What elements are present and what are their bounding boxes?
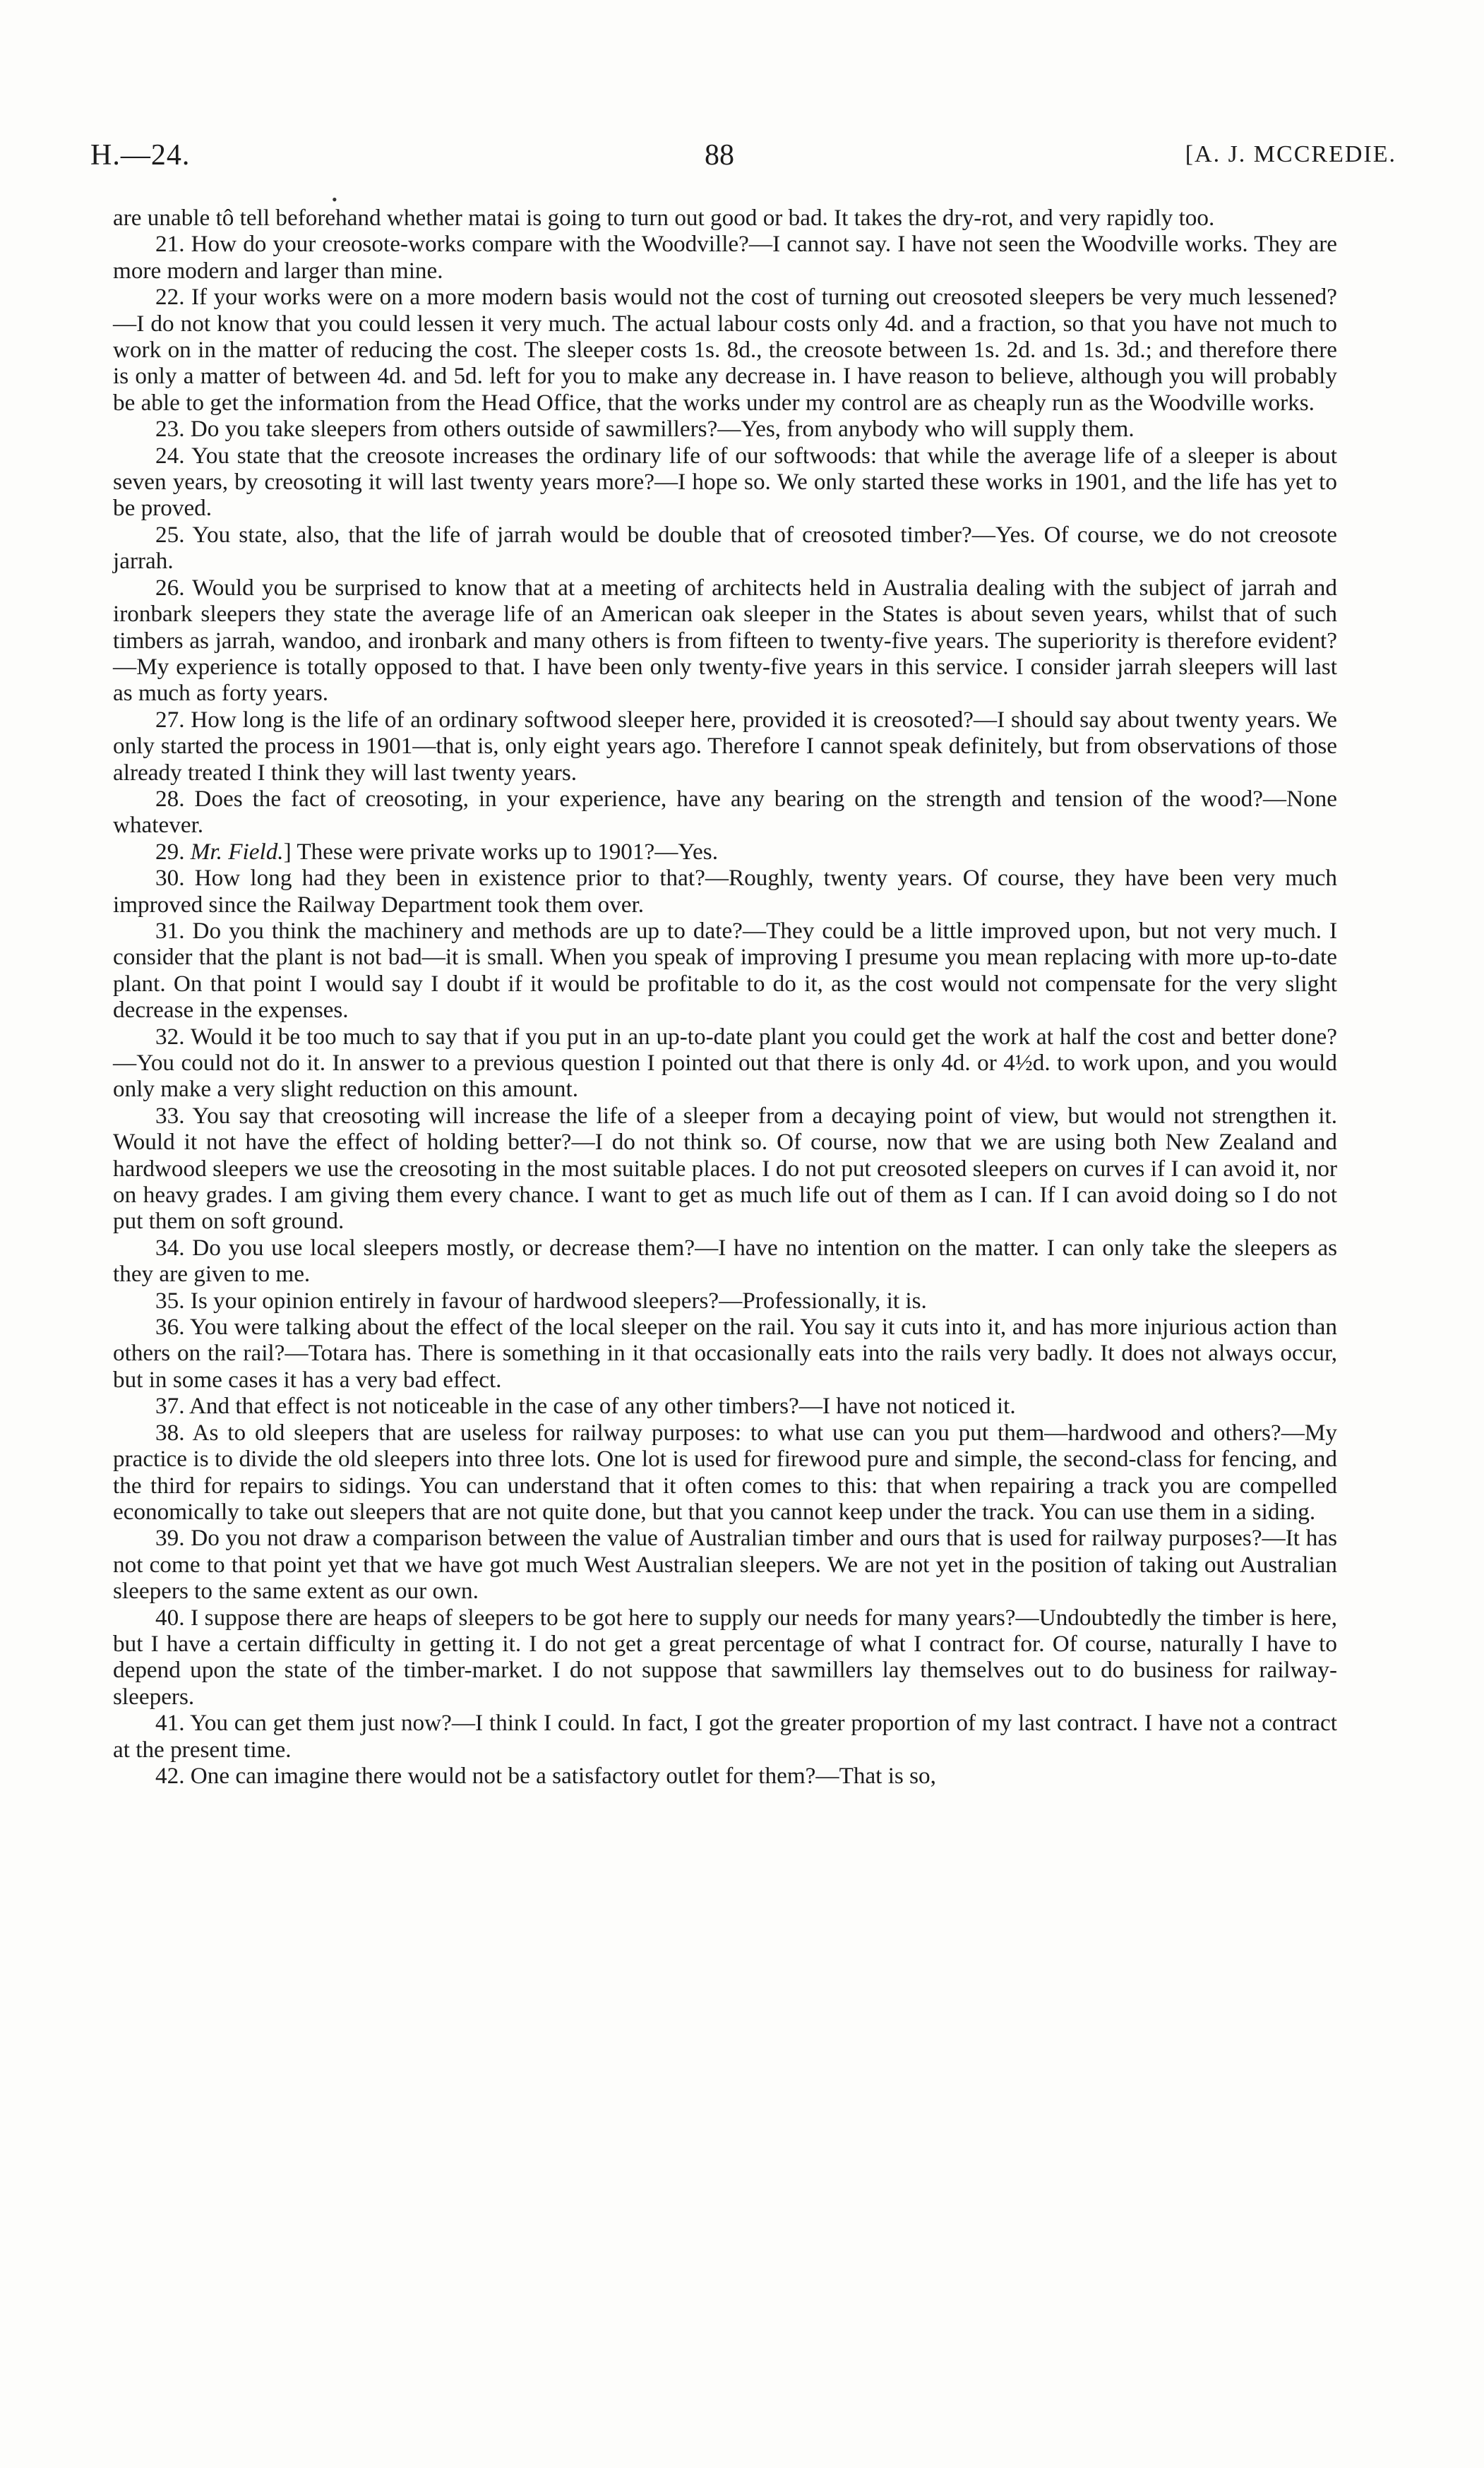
question-21: 21. How do your creosote-works compare with the Woodville?—I cannot say. I have not seen the Woodville works. They are more modern and larger than mine. [113, 231, 1337, 284]
question-26: 26. Would you be surprised to know that at a meeting of architects held in Australia dealing with the subject of jarrah and ironbark sleepers they state the average life of an American oak sleeper in the States is about seven years, whilst that of such timbers as jarrah, wandoo, and ironbark and many others is from fifteen to twenty-five years. The superiority is therefore evident?—My experience is totally opposed to that. I have been only twenty-five years in this service. I consider jarrah sleepers will last as much as forty years. [113, 574, 1337, 707]
question-38: 38. As to old sleepers that are useless for railway purposes: to what use can you put them—hardwood and others?—My practice is to divide the old sleepers into three lots. One lot is used for firewood pure and simple, the second-class for fencing, and the third for repairs to sidings. You can understand that it often comes to this: that when repairing a track you are compelled economically to take out sleepers that are not quite done, but that you cannot keep under the track. You can use them in a siding. [113, 1419, 1337, 1525]
question-40: 40. I suppose there are heaps of sleepers to be got here to supply our needs for many years?—Undoubtedly the timber is here, but I have a certain difficulty in getting it. I do not get a great percentage of what I contract for. Of course, naturally I have to depend upon the state of the timber-market. I do not suppose that sawmillers lay themselves out to do business for railway-sleepers. [113, 1604, 1337, 1710]
question-39: 39. Do you not draw a comparison between the value of Australian timber and ours that is used for railway purposes?—It has not come to that point yet that we have got much West Australian sleepers. We are not yet in the position of taking out Australian sleepers to the same extent as our own. [113, 1525, 1337, 1605]
question-24: 24. You state that the creosote increases the ordinary life of our softwoods: that while the average life of a sleeper is about seven years, by creosoting it will last twenty years more?—I hope so. We only started these works in 1901, and the life has yet to be proved. [113, 442, 1337, 522]
speaker-name: Mr. Field. [190, 838, 284, 865]
testimony-body [113, 205, 1337, 1789]
question-41: 41. You can get them just now?—I think I could. In fact, I got the greater proportion of my last contract. I have not a contract at the present time. [113, 1710, 1337, 1763]
page-number: 88 [705, 139, 734, 172]
witness-name: [A. J. MCCREDIE. [1185, 141, 1396, 167]
question-37: 37. And that effect is not noticeable in the case of any other timbers?—I have not noticed it. [155, 1393, 1016, 1420]
question-28: 28. Does the fact of creosoting, in your experience, have any bearing on the strength and tension of the wood?—None whatever. [113, 785, 1337, 839]
question-32: 32. Would it be too much to say that if you put in an up-to-date plant you could get the work at half the cost and better done?—You could not do it. In answer to a previous question I pointed out that there is only 4d. or 4½d. to work upon, and you would only make a very slight reduction on this amount. [113, 1023, 1337, 1103]
paragraph-continuation: are unable tô tell beforehand whether matai is going to turn out good or bad. It takes the dry-rot, and very rapidly too. [113, 205, 1215, 231]
question-31: 31. Do you think the machinery and methods are up to date?—They could be a little improved upon, but not very much. I consider that the plant is not bad—it is small. When you speak of improving I presume you mean replacing with more up-to-date plant. On that point I would say I doubt if it would be profitable to do it, as the cost would not compensate for the very slight decrease in the expenses. [113, 917, 1337, 1024]
question-25: 25. You state, also, that the life of jarrah would be double that of creosoted timber?—Yes. Of course, we do not creosote jarrah. [113, 521, 1337, 575]
question-33: 33. You say that creosoting will increase the life of a sleeper from a decaying point of view, but would not strengthen it. Would it not have the effect of holding better?—I do not think so. Of course, now that we are using both New Zealand and hardwood sleepers we use the creosoting in the most suitable places. I do not put creosoted sleepers on curves if I can avoid it, nor on heavy grades. I am giving them every chance. I want to get as much life out of them as I can. If I can avoid doing so I do not put them on soft ground. [113, 1102, 1337, 1235]
question-42: 42. One can imagine there would not be a satisfactory outlet for them?—That is so, [155, 1762, 936, 1789]
question-text: ] These were private works up to 1901?—Yes. [283, 838, 718, 865]
question-22: 22. If your works were on a more modern basis would not the cost of turning out creosoted sleepers be very much lessened?—I do not know that you could lessen it very much. The actual labour costs only 4d. and a fraction, so that you have not much to work on in the matter of reducing the cost. The sleeper costs 1s. 8d., the creosote between 1s. 2d. and 1s. 3d.; and therefore there is only a matter of between 4d. and 5d. left for you to make any decrease in. I have reason to believe, although you will probably be able to get the information from the Head Office, that the works under my control are as cheaply run as the Woodville works. [113, 284, 1337, 416]
report-reference: H.—24. [90, 139, 191, 172]
question-number: 29. [155, 838, 185, 865]
question-34: 34. Do you use local sleepers mostly, or decrease them?—I have no intention on the matter. I can only take the sleepers as they are given to me. [113, 1234, 1337, 1288]
question-30: 30. How long had they been in existence prior to that?—Roughly, twenty years. Of course, they have been very much improved since the Railway Department took them over. [113, 865, 1337, 918]
question-36: 36. You were talking about the effect of the local sleeper on the rail. You say it cuts into it, and has more injurious action than others on the rail?—Totara has. There is something in it that occasionally eats into the rails very badly. It does not always occur, but in some cases it has a very bad effect. [113, 1314, 1337, 1393]
stray-mark: • [332, 191, 337, 208]
question-29 [113, 839, 1337, 865]
page-header [90, 138, 1396, 181]
question-23: 23. Do you take sleepers from others outside of sawmillers?—Yes, from anybody who will supply them. [155, 416, 1135, 443]
question-27: 27. How long is the life of an ordinary softwood sleeper here, provided it is creosoted?—I should say about twenty years. We only started the process in 1901—that is, only eight years ago. Therefore I cannot speak definitely, but from observations of those already treated I think they will last twenty years. [113, 706, 1337, 786]
question-35: 35. Is your opinion entirely in favour of hardwood sleepers?—Professionally, it is. [155, 1287, 927, 1314]
